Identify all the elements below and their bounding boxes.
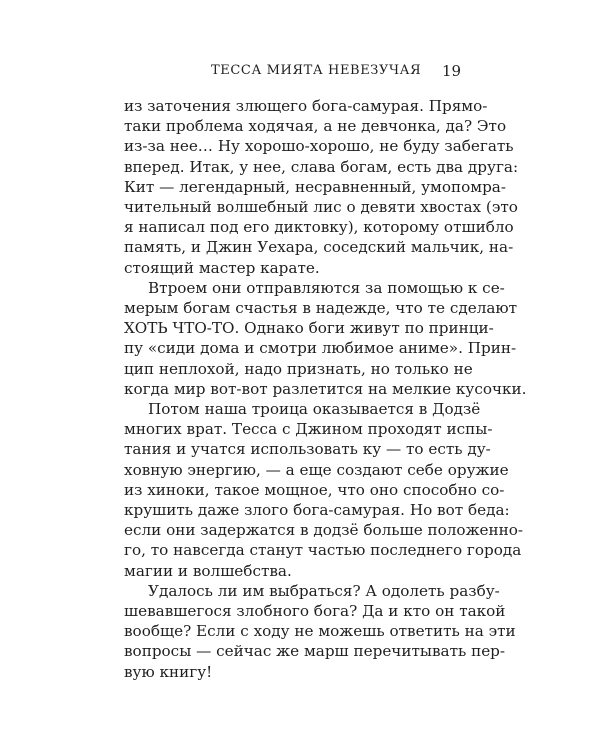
text-line: магии и волшебства. bbox=[124, 561, 292, 580]
text-line: вую книгу! bbox=[124, 662, 213, 681]
text-line: из-за нее… Ну хорошо-хорошо, не буду забегать bbox=[124, 137, 514, 156]
text-line: го, то навсегда станут частью последнего города bbox=[124, 541, 522, 560]
text-line: тания и учатся использовать ку — то есть ду- bbox=[124, 440, 491, 459]
text-line: ХОТЬ ЧТО-ТО. Однако боги живут по принци- bbox=[124, 319, 494, 338]
text-line: вопросы — сейчас же марш перечитывать пер- bbox=[124, 642, 506, 661]
text-line: шевавшегося злобного бога? Да и кто он такой bbox=[124, 602, 506, 620]
text-line: Втроем они отправляются за помощью к се- bbox=[148, 278, 505, 297]
text-line: ховную энергию, — а еще создают себе оружие bbox=[124, 460, 509, 479]
text-line: когда мир вот-вот разлетится на мелкие кусочки. bbox=[124, 379, 527, 398]
text-line: мерым богам счастья в надежде, что те сделают bbox=[124, 299, 518, 317]
text-line: вообще? Если с ходу не можешь ответить на эти bbox=[124, 622, 516, 641]
text-line: вперед. Итак, у нее, слава богам, есть два друга: bbox=[124, 157, 519, 176]
text-line: из хиноки, такое мощное, что оно способно со- bbox=[124, 480, 505, 499]
running-title: ТЕССА МИЯТА НЕВЕЗУЧАЯ bbox=[211, 63, 422, 78]
text-line: Кит — легендарный, несравненный, умопомра- bbox=[124, 177, 506, 196]
text-line: многих врат. Тесса с Джином проходят испы- bbox=[124, 420, 493, 439]
text-line: таки проблема ходячая, а не девчонка, да? Это bbox=[124, 117, 507, 136]
text-line: из заточения злющего бога-самурая. Прямо- bbox=[124, 97, 488, 115]
text-line: Потом наша троица оказывается в Додзё bbox=[148, 400, 481, 418]
text-line: пу «сиди дома и смотри любимое аниме». Прин- bbox=[124, 339, 517, 358]
text-line: если они задержатся в додзё больше положенно- bbox=[124, 521, 524, 540]
text-line: Удалось ли им выбраться? А одолеть разбу- bbox=[148, 581, 500, 600]
text-line: цип неплохой, надо признать, но только не bbox=[124, 359, 473, 378]
text-line: крушить даже злого бога-самурая. Но вот беда: bbox=[124, 501, 510, 519]
text-line: стоящий мастер карате. bbox=[124, 258, 320, 277]
page-number: 19 bbox=[442, 62, 462, 80]
text-line: я написал под его диктовку), которому отшибло bbox=[124, 218, 514, 237]
text-line: память, и Джин Уехара, соседский мальчик, на- bbox=[124, 238, 514, 257]
text-line: чительный волшебный лис о девяти хвостах (это bbox=[124, 198, 518, 216]
